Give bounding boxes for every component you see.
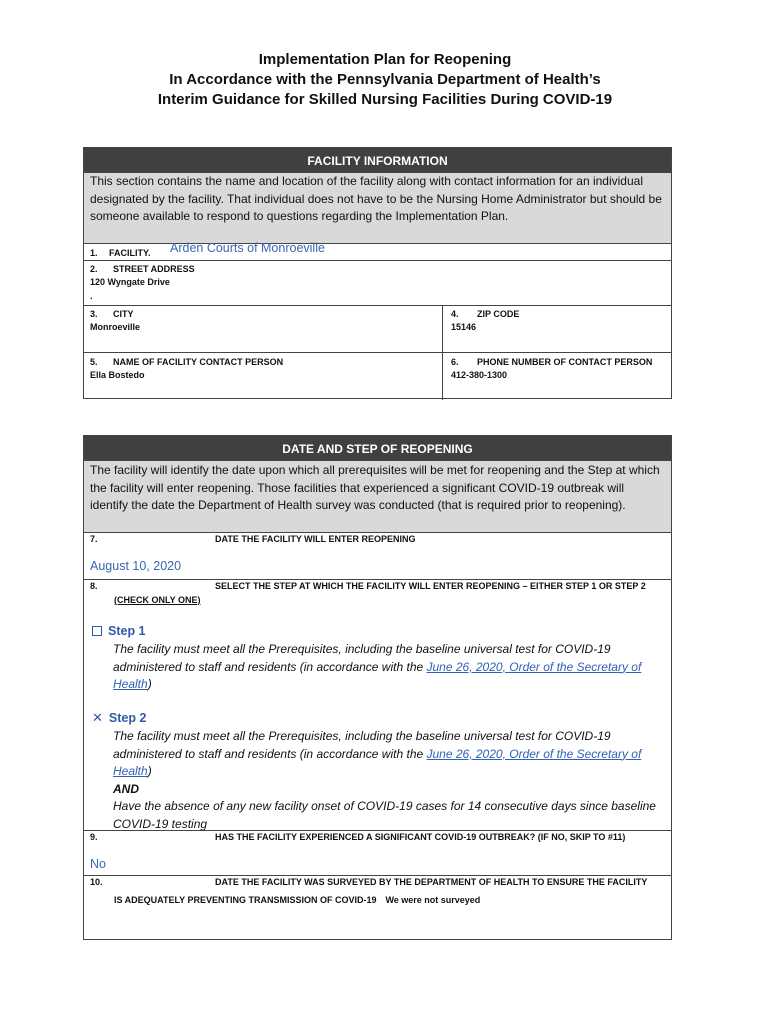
- title-line-1: Implementation Plan for Reopening: [258, 51, 512, 68]
- reopening-step-row: [84, 580, 671, 831]
- zip-cell: [443, 306, 671, 352]
- contact-phone-label: PHONE NUMBER OF CONTACT PERSON: [477, 357, 653, 367]
- reopening-step-label: SELECT THE STEP AT WHICH THE FACILITY WILL ENTER REOPENING – EITHER STEP 1 OR STEP 2: [215, 581, 646, 591]
- contact-row: [84, 353, 671, 400]
- title-line-3: Interim Guidance for Skilled Nursing Facilities During COVID-19: [157, 91, 613, 108]
- street-address-field[interactable]: 120 Wyngate Drive: [90, 277, 170, 287]
- city-cell: [84, 306, 443, 352]
- step-2-label: Step 2: [108, 711, 147, 725]
- step-2-text-end: ): [147, 764, 152, 778]
- survey-date-label: DATE THE FACILITY WAS SURVEYED BY THE DEPARTMENT OF HEALTH TO ENSURE THE FACILITY: [215, 877, 648, 887]
- field-number: 10.: [90, 877, 103, 887]
- field-number: 9.: [90, 832, 98, 842]
- survey-date-label-continued: IS ADEQUATELY PREVENTING TRANSMISSION OF COVID-19: [114, 895, 377, 905]
- step-2-check-mark[interactable]: ✕: [92, 710, 103, 725]
- contact-phone-cell: [443, 353, 671, 400]
- step-1-label: Step 1: [108, 624, 146, 638]
- reopening-date-label: DATE THE FACILITY WILL ENTER REOPENING: [215, 534, 416, 544]
- facility-information-header: FACILITY INFORMATION: [84, 148, 671, 173]
- and-conjunction: AND: [113, 781, 139, 796]
- contact-phone-field[interactable]: 412-380-1300: [451, 370, 508, 380]
- facility-information-table: [83, 147, 672, 399]
- field-number: 7.: [90, 534, 98, 544]
- check-only-one-note: (CHECK ONLY ONE): [114, 595, 201, 605]
- field-number: 6.: [451, 357, 459, 367]
- survey-date-label-line-2: [114, 890, 480, 908]
- contact-name-label: NAME OF FACILITY CONTACT PERSON: [113, 357, 284, 367]
- order-of-secretary-link[interactable]: June 26, 2020, Order of the Secretary of Health: [113, 746, 642, 778]
- facility-name-label: FACILITY.: [109, 248, 151, 258]
- field-number: 2.: [90, 264, 98, 274]
- reopening-date-row: [84, 533, 671, 580]
- survey-date-field[interactable]: We were not surveyed: [385, 895, 481, 905]
- step-1-option[interactable]: [92, 622, 146, 640]
- step-2-option[interactable]: [92, 709, 146, 727]
- step-1-text: The facility must meet all the Prerequisites, including the baseline universal test for COVID-19 administered to staff and residents (in accordance with the: [113, 642, 611, 674]
- survey-date-row: [84, 876, 671, 938]
- outbreak-answer-field[interactable]: No: [90, 857, 106, 871]
- reopening-intro: The facility will identify the date upon which all prerequisites will be met for reopening and the Step at which the facility will enter reopening. Those facilities that experienced a significant COVID-19 outbreak will identify the date the Department of Health survey was conducted (that is required prior to reopening).: [84, 461, 671, 533]
- city-label: CITY: [113, 309, 134, 319]
- step-1-text-end: ): [147, 677, 152, 691]
- facility-name-field[interactable]: Arden Courts of Monroeville: [170, 241, 325, 255]
- order-of-secretary-link[interactable]: June 26, 2020, Order of the Secretary of Health: [113, 659, 642, 691]
- field-number: 8.: [90, 581, 98, 591]
- reopening-table: [83, 435, 672, 940]
- reopening-date-field[interactable]: August 10, 2020: [90, 559, 182, 573]
- step-1-checkbox[interactable]: [92, 626, 102, 636]
- step-2-additional-requirement: Have the absence of any new facility onset of COVID-19 cases for 14 consecutive days since baseline COVID-19 testing: [113, 799, 656, 831]
- street-address-label: STREET ADDRESS: [113, 264, 195, 274]
- street-address-row: [84, 261, 671, 306]
- city-zip-row: [84, 306, 671, 353]
- document-title: [0, 50, 770, 110]
- reopening-header: DATE AND STEP OF REOPENING: [84, 436, 671, 461]
- facility-name-row: [84, 241, 671, 261]
- step-1-description: [113, 641, 663, 694]
- zip-code-field[interactable]: 15146: [451, 322, 477, 332]
- outbreak-question-label: HAS THE FACILITY EXPERIENCED A SIGNIFICANT COVID-19 OUTBREAK? (IF NO, SKIP TO #11): [215, 832, 626, 842]
- field-number: 4.: [451, 309, 459, 319]
- step-2-description: [113, 728, 663, 833]
- field-number: 3.: [90, 309, 98, 319]
- field-number: 5.: [90, 357, 98, 367]
- title-line-2: In Accordance with the Pennsylvania Department of Health’s: [169, 71, 601, 88]
- field-number: 1.: [90, 248, 98, 258]
- outbreak-row: [84, 831, 671, 876]
- street-address-extra: .: [90, 291, 93, 301]
- contact-name-cell: [84, 353, 443, 400]
- contact-name-field[interactable]: Ella Bostedo: [90, 370, 145, 380]
- zip-code-label: ZIP CODE: [477, 309, 520, 319]
- facility-information-intro: This section contains the name and location of the facility along with contact information for an individual designated by the facility. That individual does not have to be the Nursing Home Administrator but should be someone available to respond to questions regarding the Implementation Plan.: [84, 173, 671, 244]
- step-2-text: The facility must meet all the Prerequisites, including the baseline universal test for COVID-19 administered to staff and residents (in accordance with the: [113, 729, 611, 761]
- city-field[interactable]: Monroeville: [90, 322, 141, 332]
